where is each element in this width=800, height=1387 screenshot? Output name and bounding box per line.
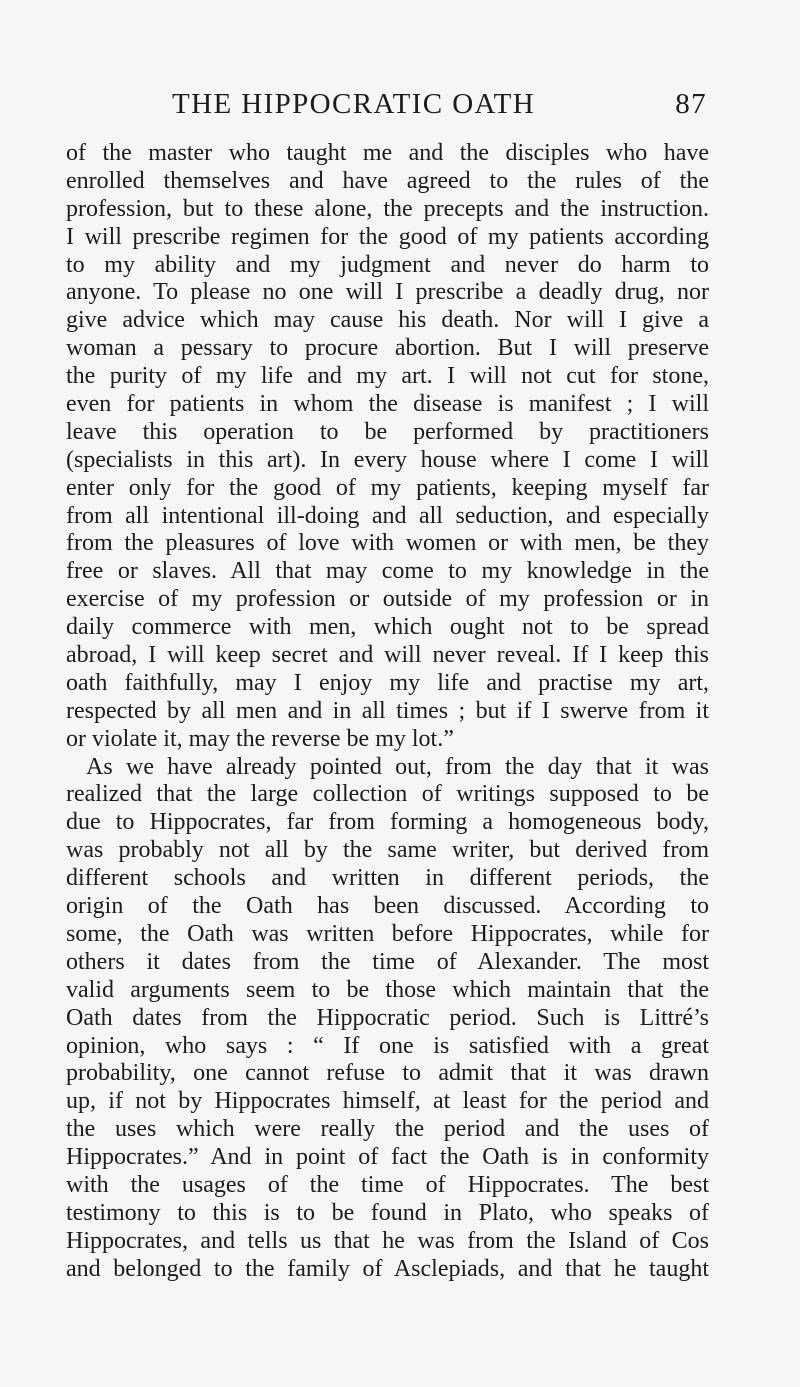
body-text <box>66 140 709 1284</box>
text-line: daily commerce with men, which ought not to be spread <box>66 614 709 641</box>
running-head <box>172 86 707 122</box>
running-title: THE HIPPOCRATIC OATH <box>172 88 536 120</box>
text-line: anyone. To please no one will I prescribe a deadly drug, nor <box>66 279 709 306</box>
text-line: give advice which may cause his death. Nor will I give a <box>66 307 709 334</box>
text-line: free or slaves. All that may come to my knowledge in the <box>66 558 709 585</box>
text-line: others it dates from the time of Alexander. The most <box>66 948 709 975</box>
text-line: profession, but to these alone, the precepts and the instruction. <box>66 195 709 222</box>
text-line: oath faithfully, may I enjoy my life and practise my art, <box>66 669 709 696</box>
text-line: abroad, I will keep secret and will never reveal. If I keep this <box>66 642 709 669</box>
text-line: different schools and written in different periods, the <box>66 865 709 892</box>
text-line: up, if not by Hippocrates himself, at least for the period and <box>66 1088 709 1115</box>
text-line: and belonged to the family of Asclepiads, and that he taught <box>66 1255 709 1282</box>
text-line: testimony to this is to be found in Plato, who speaks of <box>66 1199 709 1226</box>
text-line: (specialists in this art). In every house where I come I will <box>66 446 709 473</box>
text-line: of the master who taught me and the disciples who have <box>66 140 709 166</box>
text-line: some, the Oath was written before Hippocrates, while for <box>66 920 709 947</box>
text-line: leave this operation to be performed by practitioners <box>66 418 709 445</box>
text-line: respected by all men and in all times ; but if I swerve from it <box>66 697 709 724</box>
text-line: from the pleasures of love with women or with men, be they <box>66 530 709 557</box>
text-line: As we have already pointed out, from the day that it was <box>86 753 709 780</box>
text-line: the uses which were really the period and the uses of <box>66 1116 709 1143</box>
text-line: I will prescribe regimen for the good of my patients according <box>66 223 709 250</box>
text-line: with the usages of the time of Hippocrates. The best <box>66 1171 709 1198</box>
text-line: enter only for the good of my patients, keeping myself far <box>66 474 709 501</box>
text-line: due to Hippocrates, far from forming a homogeneous body, <box>66 809 709 836</box>
text-line: from all intentional ill-doing and all seduction, and especially <box>66 502 709 529</box>
page-number: 87 <box>675 88 707 120</box>
text-line: probability, one cannot refuse to admit that it was drawn <box>66 1060 709 1087</box>
text-line: even for patients in whom the disease is manifest ; I will <box>66 391 709 418</box>
text-line: realized that the large collection of writings supposed to be <box>66 781 709 808</box>
text-line: Hippocrates, and tells us that he was from the Island of Cos <box>66 1227 709 1254</box>
text-line: or violate it, may the reverse be my lot.” <box>66 725 454 752</box>
text-line: valid arguments seem to be those which maintain that the <box>66 976 709 1003</box>
text-line: the purity of my life and my art. I will not cut for stone, <box>66 363 709 390</box>
text-line: exercise of my profession or outside of my profession or in <box>66 586 709 613</box>
text-line: was probably not all by the same writer, but derived from <box>66 837 709 864</box>
text-line: enrolled themselves and have agreed to the rules of the <box>66 167 709 194</box>
text-line: woman a pessary to procure abortion. But I will preserve <box>66 335 709 362</box>
text-line: opinion, who says : “ If one is satisfied with a great <box>66 1032 709 1059</box>
text-line: origin of the Oath has been discussed. According to <box>66 893 709 920</box>
text-line: Oath dates from the Hippocratic period. Such is Littré’s <box>66 1004 709 1031</box>
text-line: to my ability and my judgment and never do harm to <box>66 251 709 278</box>
text-line: Hippocrates.” And in point of fact the Oath is in conformity <box>66 1144 709 1171</box>
